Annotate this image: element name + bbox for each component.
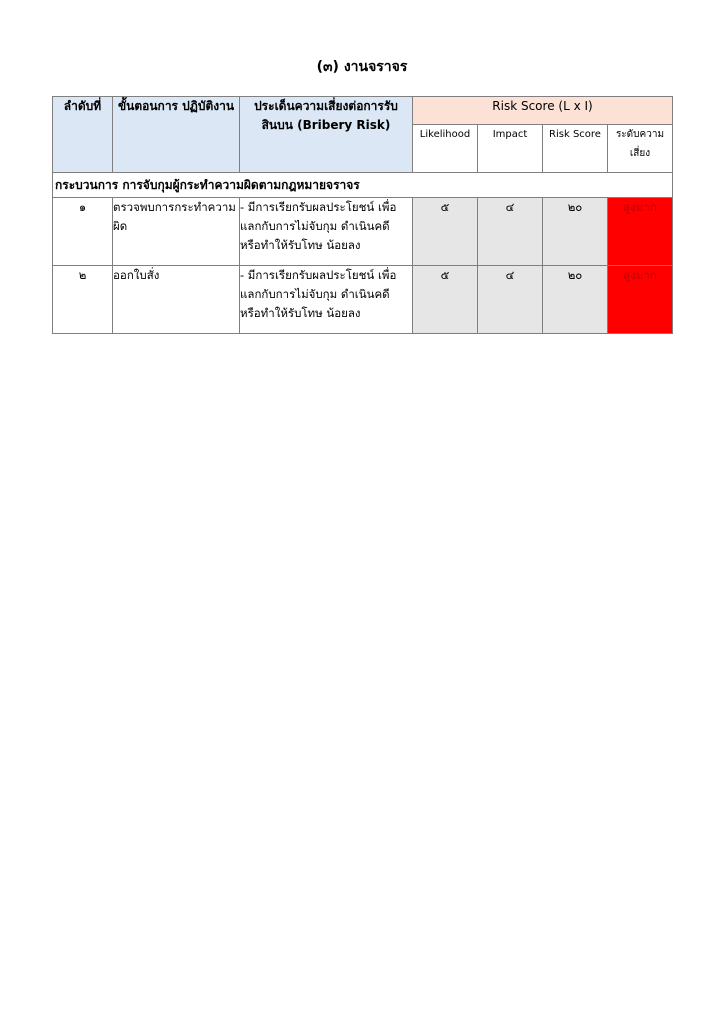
page-title: (๓) งานจราจร bbox=[316, 59, 408, 75]
header-risk-score: Risk Score bbox=[543, 125, 608, 173]
row-likelihood: ๕ bbox=[413, 266, 478, 334]
row-impact: ๔ bbox=[478, 266, 543, 334]
row-step: ตรวจพบการกระทำความผิด bbox=[113, 198, 240, 266]
row-impact: ๔ bbox=[478, 198, 543, 266]
header-issue: ประเด็นความเสี่ยงต่อการรับ สินบน (Bribery Risk) bbox=[240, 97, 413, 173]
row-risk-level: สูงมาก bbox=[608, 198, 673, 266]
row-likelihood: ๕ bbox=[413, 198, 478, 266]
row-risk-level: สูงมาก bbox=[608, 266, 673, 334]
row-no: ๑ bbox=[53, 198, 113, 266]
header-step: ขั้นตอนการ ปฏิบัติงาน bbox=[113, 97, 240, 173]
row-issue: - มีการเรียกรับผลประโยชน์ เพื่อแลกกับการไม่จับกุม ดำเนินคดี หรือทำให้รับโทษ น้อยลง bbox=[240, 266, 413, 334]
section-title: กระบวนการ การจับกุมผู้กระทำความผิดตามกฎหมายจราจร bbox=[53, 173, 673, 198]
row-no: ๒ bbox=[53, 266, 113, 334]
table-row bbox=[53, 198, 673, 266]
row-risk-score: ๒๐ bbox=[543, 266, 608, 334]
risk-table bbox=[52, 96, 673, 334]
header-likelihood: Likelihood bbox=[413, 125, 478, 173]
row-risk-score: ๒๐ bbox=[543, 198, 608, 266]
row-issue: - มีการเรียกรับผลประโยชน์ เพื่อแลกกับการไม่จับกุม ดำเนินคดี หรือทำให้รับโทษ น้อยลง bbox=[240, 198, 413, 266]
row-step: ออกใบสั่ง bbox=[113, 266, 240, 334]
header-no: ลำดับที่ bbox=[53, 97, 113, 173]
header-risk-level: ระดับความ เสี่ยง bbox=[608, 125, 673, 173]
header-risk-score-group: Risk Score (L x I) bbox=[413, 97, 673, 125]
header-impact: Impact bbox=[478, 125, 543, 173]
table-row bbox=[53, 266, 673, 334]
